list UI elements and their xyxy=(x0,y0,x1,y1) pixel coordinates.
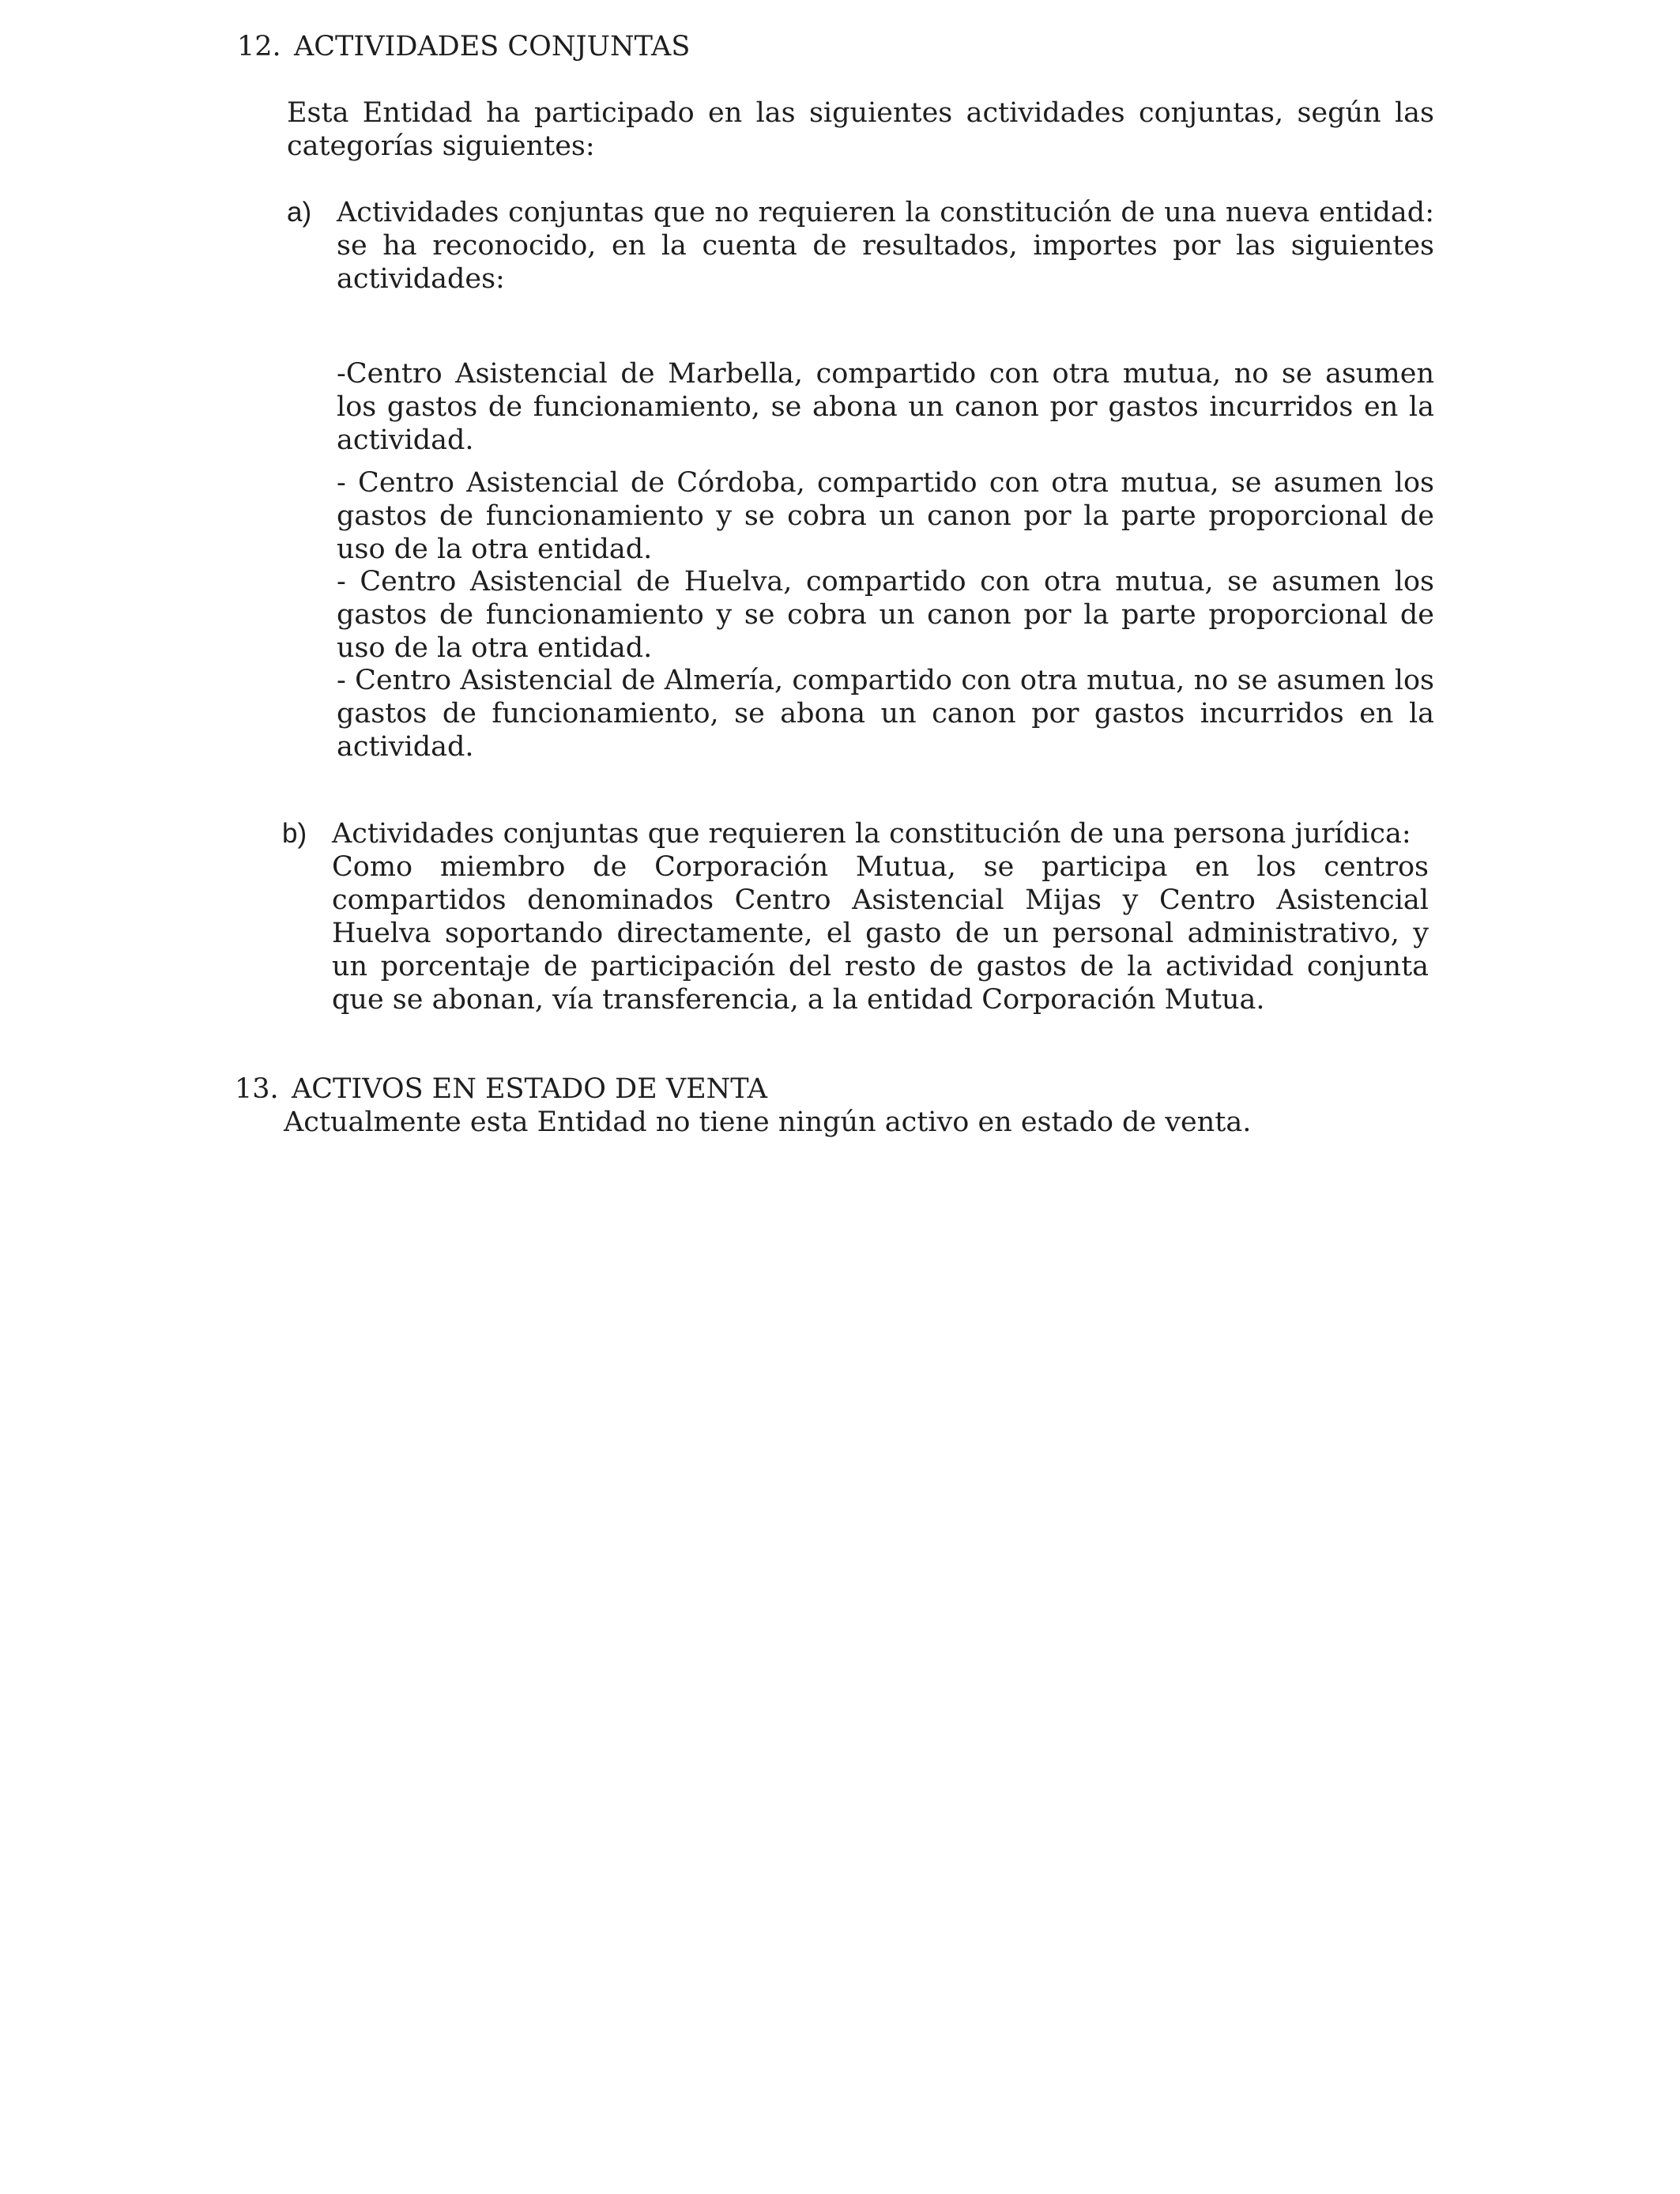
item-b-text: Como miembro de Corporación Mutua, se participa en los centros compartidos denominados Centro Asistencial Mijas y Centro Asistencial Huelva soportando directamente, el gasto de un personal administrativo, y un porcentaje de participación del resto de gastos de la actividad conjunta que se abonan, vía transferencia, a la entidad Corporación Mutua. xyxy=(332,851,1429,1016)
section-12-intro: Esta Entidad ha participado en las siguientes actividades conjuntas, según las categorías siguientes: xyxy=(287,97,1434,162)
item-b-title: Actividades conjuntas que requieren la constitución de una persona jurídica: xyxy=(332,818,1411,850)
item-b-marker: b) xyxy=(282,818,307,849)
section-13-text: Actualmente esta Entidad no tiene ningún activo en estado de venta. xyxy=(284,1106,1252,1138)
section-12-number: 12. xyxy=(237,31,281,62)
center-huelva: - Centro Asistencial de Huelva, compartido con otra mutua, se asumen los gastos de funcionamiento y se cobra un canon por la parte proporcional de uso de la otra entidad. xyxy=(337,566,1434,664)
item-a-text: Actividades conjuntas que no requieren la constitución de una nueva entidad: se ha reconocido, en la cuenta de resultados, importes por las siguientes actividades: xyxy=(337,197,1434,295)
center-cordoba: - Centro Asistencial de Córdoba, compartido con otra mutua, se asumen los gastos de funcionamiento y se cobra un canon por la parte proporcional de uso de la otra entidad. xyxy=(337,467,1434,565)
item-a-marker: a) xyxy=(287,197,312,228)
center-marbella: -Centro Asistencial de Marbella, compartido con otra mutua, no se asumen los gastos de funcionamiento, se abona un canon por gastos incurridos en la actividad. xyxy=(337,358,1434,456)
center-almeria: - Centro Asistencial de Almería, compartido con otra mutua, no se asumen los gastos de funcionamiento, se abona un canon por gastos incurridos en la actividad. xyxy=(337,665,1434,763)
section-12-title: ACTIVIDADES CONJUNTAS xyxy=(294,31,691,62)
section-13-number: 13. xyxy=(235,1073,279,1105)
section-13-title: ACTIVOS EN ESTADO DE VENTA xyxy=(292,1073,767,1105)
section-13-heading xyxy=(235,1072,767,1106)
section-12-heading xyxy=(237,30,690,63)
